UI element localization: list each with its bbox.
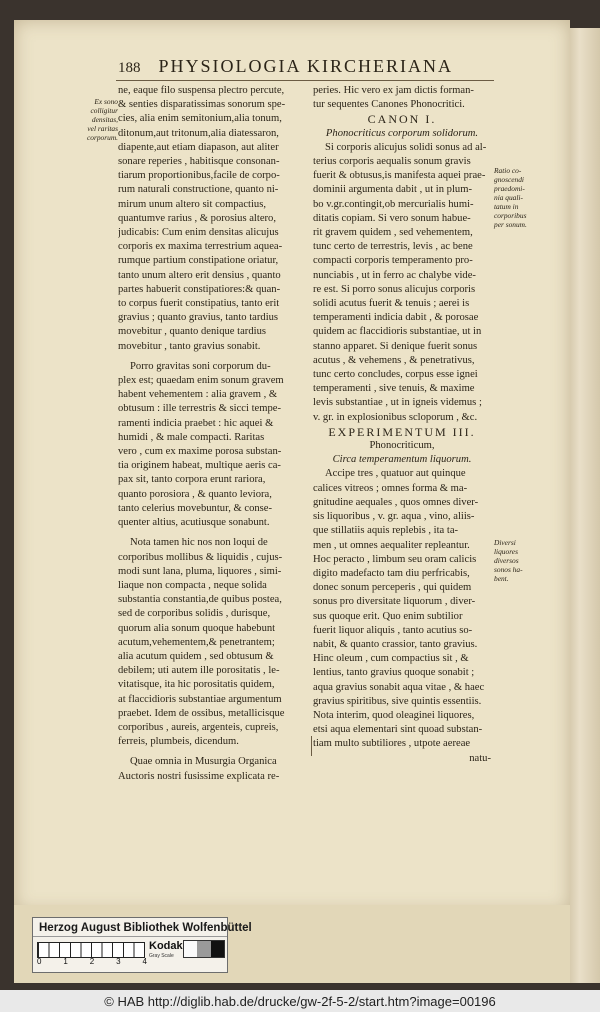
text-line: quorum alia sonum quoque habebunt — [118, 622, 276, 634]
text-line: corporis ex maxima terrestrium aquea- — [118, 241, 283, 253]
text-line: Hoc peracto , limbum seu oram calicis — [313, 553, 477, 565]
ruler-number: 0 — [37, 957, 42, 966]
text-line: obtusum : ille terrestris & sicci tempe- — [118, 403, 281, 415]
color-calibration-card — [32, 917, 252, 973]
text-line: movebitur , quanto denique tardius — [118, 326, 266, 338]
text-line: peries. Hic vero ex jam dictis forman- — [313, 85, 474, 96]
margin-note-left — [82, 97, 118, 142]
text-line: humidi , & male compacti. Raritas — [118, 431, 265, 443]
ruler-number: 1 — [63, 957, 68, 966]
text-line: aqua gravius sonabit aqua vitae , & haec — [313, 681, 485, 693]
margin-note-line: colligitur — [90, 106, 118, 115]
page-header — [118, 56, 488, 80]
text-line: Hinc oleum , cum compactius sit , & — [313, 653, 469, 665]
swatch-black — [211, 941, 224, 957]
ruler-ticks — [38, 943, 144, 957]
text-line: pax sit, tanto corpora erunt rariora, — [118, 474, 266, 486]
header-rule — [116, 80, 494, 81]
text-line: tiam multo subtiliores , utpote aereae — [313, 738, 471, 750]
text-line: fuerit liquor aliquis , tanto acutius so- — [313, 624, 473, 636]
text-line: Porro gravitas soni corporum du- — [130, 360, 271, 372]
text-line: tia originem habeat, multique aeris ca- — [118, 460, 281, 472]
text-line: temperamenti indicia dabit , & porosae — [313, 312, 479, 324]
margin-note-line: sonos ha- — [494, 565, 523, 574]
text-line: quidem ac flaccidioris substantiae, ut in — [313, 326, 482, 338]
text-line: Auctoris nostri fusissime explicata re- — [118, 770, 280, 782]
text-line: alia acutum quidem , sed obtusum & — [118, 650, 274, 662]
text-line: acutum,vehementem,& penetrantem; — [118, 636, 275, 648]
text-line: rit gravem quidem , sed vehementem, — [313, 227, 473, 239]
text-line: corporibus , aureis, argenteis, cupreis, — [118, 721, 279, 733]
text-line: liaque non compacta , neque solida — [118, 579, 267, 591]
text-line: Phonocriticus corporum solidorum. — [325, 127, 479, 139]
text-line: dominii argumenta dabit , ut in plum- — [313, 184, 472, 196]
ruler-numbers — [37, 957, 147, 966]
text-line: partes habuerit constipatiores:& quan- — [118, 283, 281, 295]
text-line: diapente,aut etiam diapason, aut aliter — [118, 141, 279, 153]
library-name: Herzog August Bibliothek Wolfenbüttel — [33, 918, 227, 937]
text-line: ditonum,aut tritonum,alia diatessaron, — [118, 127, 279, 139]
text-line: gravius spiritibus, sive quintis essentiis. — [313, 695, 482, 707]
text-line: quantumve rarius , & porosius altero, — [118, 212, 276, 224]
running-head: PHYSIOLOGIA KIRCHERIANA — [158, 56, 454, 76]
measurement-ruler — [37, 942, 145, 958]
text-line: modi sunt lana, pluma, liquores , simi- — [118, 565, 282, 577]
text-line: ne, eaque filo suspensa plectro percute, — [118, 85, 285, 96]
text-line: digito madefacto tam diu perfricabis, — [313, 567, 470, 579]
text-line: etsi aqua elementari sint quoad substan- — [313, 724, 483, 736]
text-line: bo v.gr.contingit,ob mercurialis humi- — [313, 198, 474, 210]
text-line: stanno apparet. Si denique fuerit sonus — [313, 340, 478, 352]
text-line: sis liquoribus , v. gr. aqua , vino, aliis- — [313, 511, 475, 523]
copyright-footer — [0, 990, 600, 1012]
margin-note-line: densitas, — [91, 115, 118, 124]
gray-swatches — [183, 940, 225, 958]
text-line: debilem; uti autem ille porositatis , le- — [118, 665, 280, 677]
text-line: que stillatiis aquis replebis , ita ta- — [313, 525, 459, 537]
text-line: sed de corporibus solidis , durisque, — [118, 608, 271, 620]
text-line: movebitur , tanto gravius sonabit. — [118, 340, 261, 352]
text-line: plex est; quaedam enim sonum gravem — [118, 375, 284, 387]
facing-page-edge — [566, 28, 600, 983]
margin-note-line: bent. — [494, 574, 509, 583]
gray-scale-label: Gray Scale — [149, 953, 174, 959]
margin-note-line: Ratio co- — [494, 166, 522, 175]
section-heading: EXPERIMENTUM III. — [328, 424, 476, 439]
text-line: rumque partium constipatione oriatur, — [118, 255, 279, 267]
text-line: calices vitreos ; omnes forma & ma- — [313, 482, 468, 494]
kodak-logo: Kodak — [149, 940, 183, 952]
swatch-white — [184, 941, 197, 957]
page-number: 188 — [118, 60, 141, 76]
text-line: vitatisque, ita hic porositatis quidem, — [118, 679, 275, 691]
text-line: tiarum proportionibus,facile de corpo- — [118, 170, 280, 182]
text-line: nabit, & quanto crassior, tanto gravius. — [313, 638, 478, 650]
text-line: fuerit & obtusus,is manifesta aquei prae- — [313, 170, 486, 182]
text-line: habent vehementem : alia gravem , & — [118, 389, 278, 401]
margin-note-right-2 — [494, 538, 530, 583]
text-line: gnitudine aequales , quos omnes diver- — [313, 496, 479, 508]
text-line: Nota tamen hic nos non loqui de — [130, 537, 268, 549]
text-line: terius corporis aequalis sonum gravis — [313, 156, 471, 168]
text-line: solidi acutus fuerit & tenuis ; aerei is — [313, 298, 470, 310]
text-column-left — [118, 84, 308, 784]
text-line: donec sonum perceperis , qui quidem — [313, 582, 472, 594]
text-line: vero , cum ex maxime porosa substan- — [118, 446, 282, 458]
text-line: cies, alia enim semitonium,alia tonum, — [118, 113, 282, 125]
text-line: lentius, tanto gravius quoque sonabit ; — [313, 667, 475, 679]
footer-text: © HAB http://diglib.hab.de/drucke/gw-2f-5-2/start.htm?image=00196 — [104, 993, 496, 1009]
text-line: re est. Si porro sonus alicujus corporis — [313, 283, 476, 295]
text-line: tur sequentes Canones Phonocritici. — [313, 99, 465, 111]
text-line: sonare reperies , habitisque consonan- — [118, 156, 280, 168]
text-line: men , ut omnes aequaliter repleantur. — [313, 539, 470, 551]
text-line: nunciabis , ut in ferro ac chalybe vide- — [313, 269, 476, 281]
margin-note-right-1 — [494, 166, 534, 229]
text-column-right — [313, 84, 491, 766]
text-line: v. gr. in explosionibus scloporum , &c. — [313, 411, 478, 423]
text-line: tanto celerius movebuntur, & conse- — [118, 502, 273, 514]
text-line: sonus pro diversitate liquorum , diver- — [313, 596, 476, 608]
text-line: tunc certo concludes, corpus esse ignei — [313, 369, 478, 381]
ruler-number: 2 — [89, 957, 95, 966]
margin-note-line: vel raritas — [87, 124, 118, 133]
text-line: Nota interim, quod oleaginei liquores, — [313, 709, 475, 721]
text-line: compacti corporis temperamento pro- — [313, 255, 473, 267]
margin-note-line: praedomi- — [494, 184, 525, 193]
text-line: tunc certo de terrestris, levis , ac bene — [313, 241, 473, 253]
text-line: sus quoque erit. Quo enim subtilior — [313, 610, 463, 622]
text-line: rum naturali constructione, quanto ni- — [118, 184, 279, 196]
text-line: substantia constantia,de quibus postea, — [118, 594, 282, 606]
text-line: quanto porosiora , & quanto leviora, — [118, 488, 272, 500]
text-line: gravius ; quanto gravius, tanto tardius — [118, 312, 279, 324]
text-line: Phonocriticum, — [369, 440, 435, 452]
margin-note-line: tatum in — [494, 202, 519, 211]
text-line: mirum unum altero sit compactius, — [118, 198, 266, 210]
ruler-number: 3 — [116, 957, 121, 966]
text-line: Si corporis alicujus solidi sonus ad al- — [325, 141, 487, 153]
section-heading: CANON I. — [367, 112, 437, 127]
text-line: temperamenti , sive tenuis, & maxime — [313, 383, 475, 395]
margin-note-line: Ex sono — [94, 97, 118, 106]
column-divider — [311, 736, 312, 756]
text-line: to corpus fuerit constipatius, tanto erit — [118, 298, 280, 310]
text-line: ramenti indicia praebet : hic aquei & — [118, 417, 274, 429]
margin-note-line: Diversi — [494, 538, 516, 547]
text-line: & senties disparatissimas sonorum spe- — [118, 99, 286, 111]
text-line: natu- — [469, 752, 491, 764]
text-line: corporibus mollibus & liquidis , cujus- — [118, 551, 283, 563]
margin-note-line: corporibus — [494, 211, 527, 220]
text-line: Quae omnia in Musurgia Organica — [130, 756, 277, 768]
text-line: at flaccidioris substantiae argumentum — [118, 693, 282, 705]
text-line: levis substantiae , ut in igneis videmus ; — [313, 397, 482, 409]
text-line: ferreis, plumbeis, dicendum. — [118, 736, 239, 748]
swatch-gray — [197, 941, 210, 957]
text-line: tanto unum altero erit densius , quanto — [118, 269, 281, 281]
margin-note-line: liquores — [494, 547, 518, 556]
margin-note-line: corporum. — [87, 133, 118, 142]
text-line: quenter altius, acutiusque sonabunt. — [118, 517, 270, 529]
text-line: acutus , & vehemens , & penetrativus, — [313, 354, 475, 366]
text-line: ditatis copiam. Si vero sonum habue- — [313, 212, 471, 224]
ruler-number: 4 — [142, 957, 147, 966]
margin-note-line: per sonum. — [494, 220, 527, 229]
text-line: judicabis: Cum enim densitas alicujus — [118, 227, 279, 239]
text-line: Circa temperamentum liquorum. — [332, 454, 472, 466]
text-line: Accipe tres , quatuor aut quinque — [325, 468, 466, 480]
margin-note-line: nia quali- — [494, 193, 523, 202]
margin-note-line: diversos — [494, 556, 519, 565]
margin-note-line: gnoscendi — [494, 175, 524, 184]
text-line: praebet. Idem de ossibus, metallicisque — [118, 707, 285, 719]
